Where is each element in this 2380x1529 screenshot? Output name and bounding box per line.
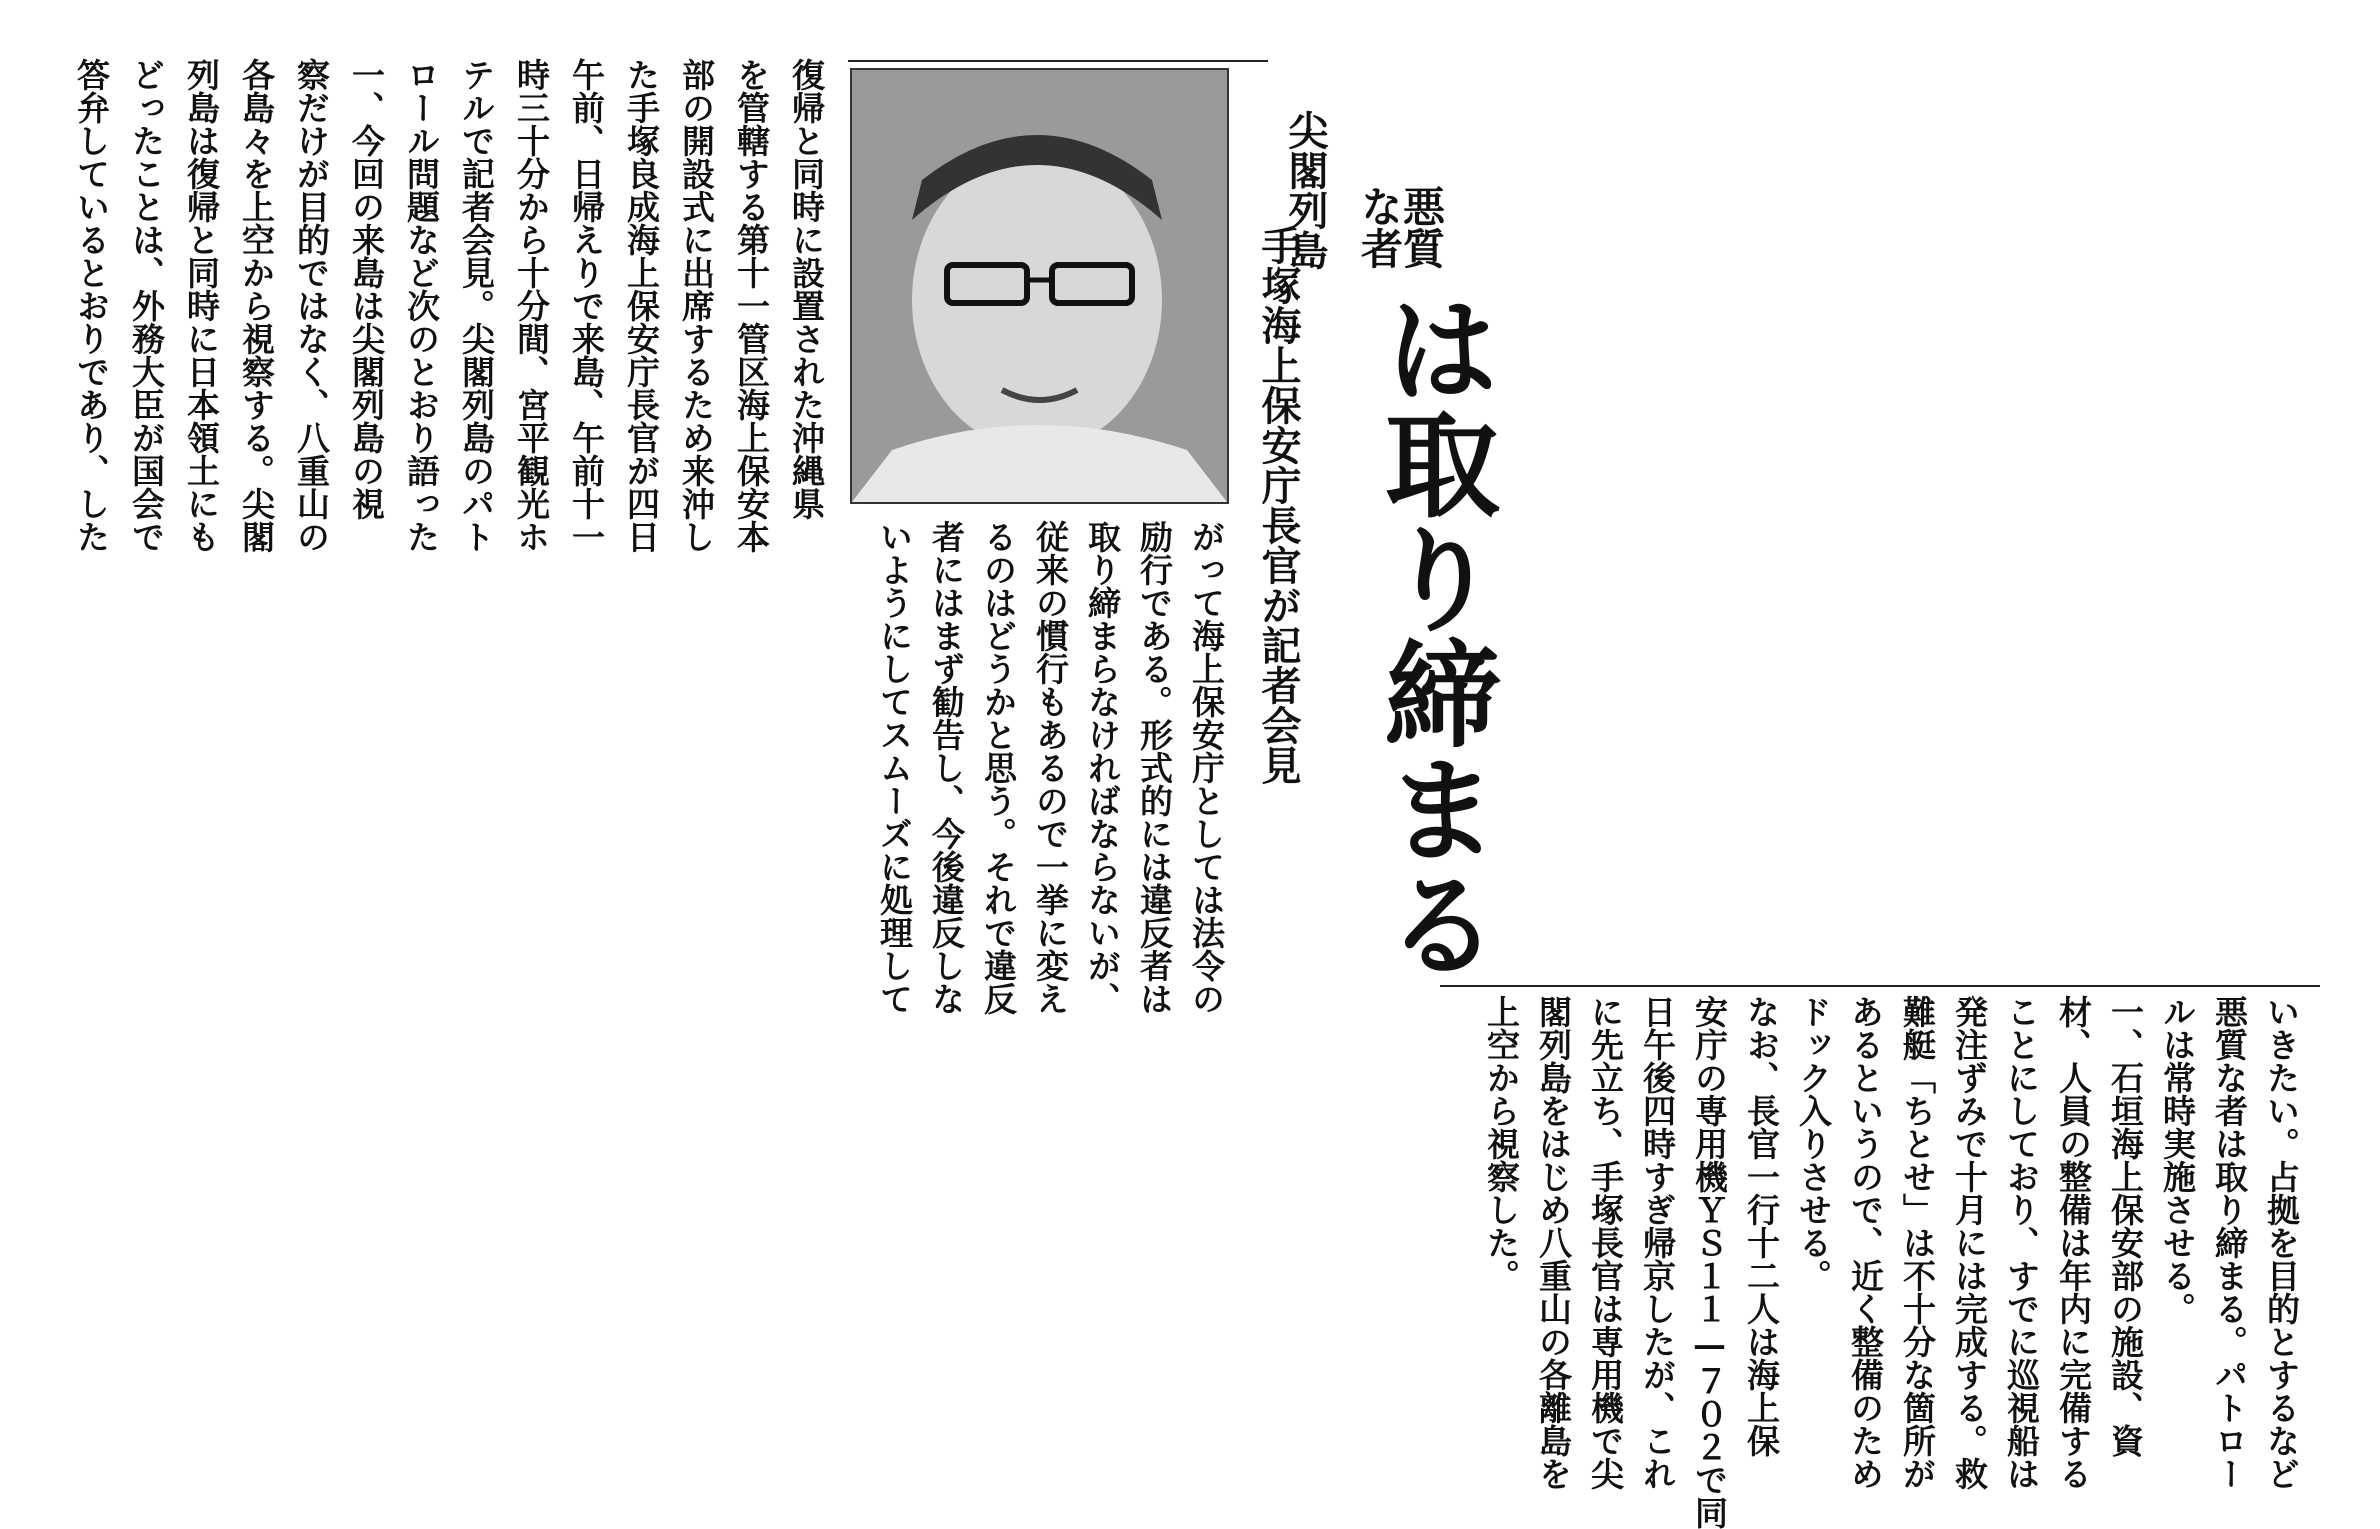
subhead: 手塚海上保安庁長官が記者会見 xyxy=(1255,225,1302,785)
text-column: 従来の慣行もあるので一挙に変え xyxy=(1031,520,1070,1015)
text-column: 閣列島をはじめ八重山の各離島を xyxy=(1534,995,1573,1490)
portrait-illustration xyxy=(852,70,1227,502)
headline-small: 悪質な者 xyxy=(1355,185,1446,269)
text-column: あるというので、近く整備のため xyxy=(1846,995,1885,1490)
text-column: がって海上保安庁としては法令の xyxy=(1187,520,1226,1015)
text-column: 時三十分から十分間、宮平観光ホ xyxy=(512,58,551,553)
portrait-photo xyxy=(850,68,1229,504)
text-column: 者にはまず勧告し、今後違反しな xyxy=(927,520,966,1015)
text-column: 材、人員の整備は年内に完備する xyxy=(2054,995,2093,1490)
text-column: なお、長官一行十二人は海上保 xyxy=(1742,995,1781,1457)
text-column: 上空から視察した。 xyxy=(1482,995,1521,1292)
text-column: 一、今回の来島は尖閣列島の視 xyxy=(347,58,386,520)
text-column: を管轄する第十一管区海上保安本 xyxy=(732,58,771,553)
text-column: ロール問題など次のとおり語った xyxy=(402,58,441,553)
text-column: に先立ち、手塚長官は専用機で尖 xyxy=(1586,995,1625,1490)
text-column: ルは常時実施させる。 xyxy=(2158,995,2197,1325)
text-column: 復帰と同時に設置された沖縄県 xyxy=(787,58,826,520)
text-column: 列島は復帰と同時に日本領土にも xyxy=(182,58,221,553)
text-column: 各島々を上空から視察する。尖閣 xyxy=(237,58,276,553)
text-column: いきたい。占拠を目的とするなど xyxy=(2262,995,2301,1490)
kicker: 尖閣列島 xyxy=(1282,110,1329,270)
text-column: 励行である。形式的には違反者は xyxy=(1135,520,1174,1015)
text-column: 部の開設式に出席するため来沖し xyxy=(677,58,716,553)
text-column: 日午後四時すぎ帰京したが、これ xyxy=(1638,995,1677,1490)
text-column: いようにしてスムーズに処理して xyxy=(875,520,914,1015)
text-column: 答弁しているとおりであり、した xyxy=(72,58,111,553)
text-column: テルで記者会見。尖閣列島のパト xyxy=(457,58,496,553)
right-block-rule xyxy=(1440,985,2320,987)
headline-main: は取り締まる xyxy=(1365,290,1500,980)
text-column: るのはどうかと思う。それで違反 xyxy=(979,520,1018,1015)
text-column: 悪質な者は取り締まる。パトロー xyxy=(2210,995,2249,1490)
text-column: 安庁の専用機ＹＳ１１—７０２で同 xyxy=(1690,995,1729,1529)
text-column: 発注ずみで十月には完成する。救 xyxy=(1950,995,1989,1490)
text-column: 午前、日帰えりで来島、午前十一 xyxy=(567,58,606,553)
text-column: 難艇「ちとせ」は不十分な箇所が xyxy=(1898,995,1937,1490)
text-column: ドック入りさせる。 xyxy=(1794,995,1833,1292)
text-column: どったことは、外務大臣が国会で xyxy=(127,58,166,553)
text-column: 察だけが目的ではなく、八重山の xyxy=(292,58,331,553)
text-column: 取り締まらなければならないが、 xyxy=(1083,520,1122,1015)
top-rule xyxy=(848,60,1268,62)
text-column: た手塚良成海上保安庁長官が四日 xyxy=(622,58,661,553)
text-column: ことにしており、すでに巡視船は xyxy=(2002,995,2041,1490)
text-column: 一、石垣海上保安部の施設、資 xyxy=(2106,995,2145,1457)
